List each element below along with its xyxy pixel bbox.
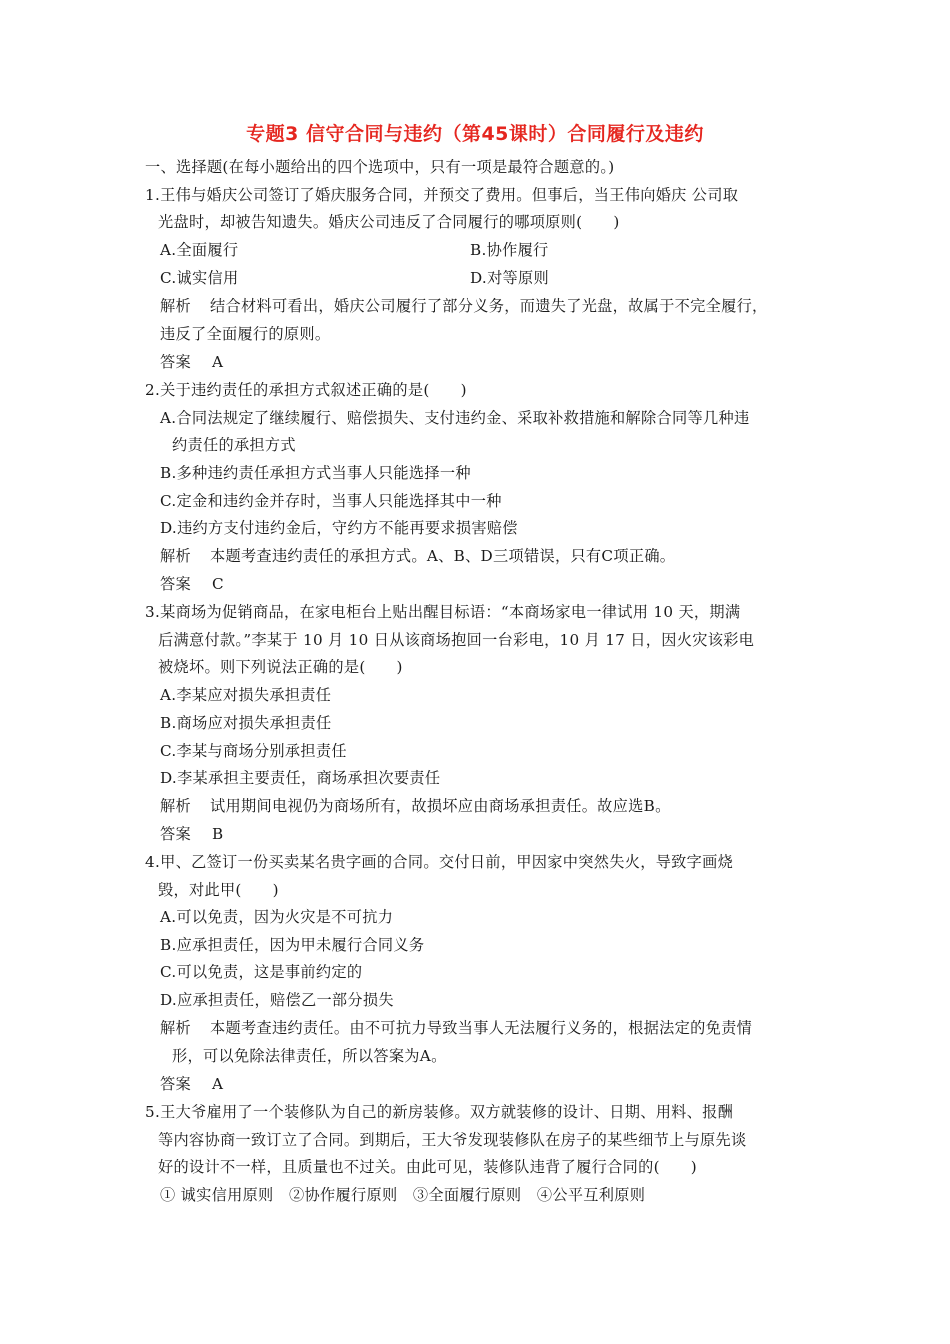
q1-answer	[160, 348, 223, 376]
page-title: 专题3 信守合同与违约（第45课时）合同履行及违约	[246, 123, 704, 145]
q4-answer-value: A	[212, 1075, 224, 1093]
q4-analysis	[160, 1014, 752, 1042]
analysis-label: 解析	[160, 797, 191, 815]
q2-option-d: D.违约方支付违约金后，守约方不能再要求损害赔偿	[160, 519, 518, 537]
q3-analysis	[160, 792, 671, 820]
q1-option-a: A.全面履行	[160, 241, 239, 259]
q4-stem-line2: 毁，对此甲( )	[158, 881, 279, 899]
q5-choices: ① 诚实信用原则 ②协作履行原则 ③全面履行原则 ④公平互利原则	[160, 1186, 646, 1204]
q1-stem-line2: 光盘时，却被告知遗失。婚庆公司违反了合同履行的哪项原则( )	[158, 213, 620, 231]
q2-stem: 2.关于违约责任的承担方式叙述正确的是( )	[145, 381, 467, 399]
q3-stem-line1: 3.某商场为促销商品，在家电柜台上贴出醒目标语：“本商场家电一律试用 10 天，期满	[145, 603, 741, 621]
q2-analysis-text: 本题考查违约责任的承担方式。A、B、D三项错误，只有C项正确。	[210, 547, 676, 565]
q4-option-c: C.可以免责，这是事前约定的	[160, 963, 363, 981]
q1-option-d: D.对等原则	[470, 269, 550, 287]
answer-label: 答案	[160, 353, 191, 371]
q2-answer-value: C	[212, 575, 224, 593]
q2-analysis	[160, 542, 675, 570]
q5-stem-line3: 好的设计不一样，且质量也不过关。由此可见，装修队违背了履行合同的( )	[158, 1158, 698, 1176]
answer-label: 答案	[160, 825, 191, 843]
q4-analysis-line2: 形，可以免除法律责任，所以答案为A。	[172, 1047, 447, 1065]
q5-stem-line2: 等内容协商一致订立了合同。到期后，王大爷发现装修队在房子的某些细节上与原先谈	[158, 1131, 747, 1149]
analysis-label: 解析	[160, 547, 191, 565]
q5-stem-line1: 5.王大爷雇用了一个装修队为自己的新房装修。双方就装修的设计、日期、用料、报酬	[145, 1103, 734, 1121]
answer-label: 答案	[160, 1075, 191, 1093]
q3-stem-line3: 被烧坏。则下列说法正确的是( )	[158, 658, 403, 676]
q3-analysis-text: 试用期间电视仍为商场所有，故损坏应由商场承担责任。故应选B。	[210, 797, 671, 815]
q4-analysis-text: 本题考查违约责任。由不可抗力导致当事人无法履行义务的，根据法定的免责情	[210, 1019, 753, 1037]
q3-option-d: D.李某承担主要责任，商场承担次要责任	[160, 769, 441, 787]
q2-option-a-line1: A.合同法规定了继续履行、赔偿损失、支付违约金、采取补救措施和解除合同等几种违	[160, 409, 750, 427]
q4-option-b: B.应承担责任，因为甲未履行合同义务	[160, 936, 425, 954]
analysis-label: 解析	[160, 297, 191, 315]
q4-stem-line1: 4.甲、乙签订一份买卖某名贵字画的合同。交付日前，甲因家中突然失火，导致字画烧	[145, 853, 734, 871]
q1-answer-value: A	[212, 353, 224, 371]
q1-analysis-text: 结合材料可看出，婚庆公司履行了部分义务，而遗失了光盘，故属于不完全履行，	[210, 297, 768, 315]
q1-option-b: B.协作履行	[470, 241, 549, 259]
q2-option-c: C.定金和违约金并存时，当事人只能选择其中一种	[160, 492, 502, 510]
q4-answer	[160, 1070, 223, 1098]
q1-option-c: C.诚实信用	[160, 269, 239, 287]
analysis-label: 解析	[160, 1019, 191, 1037]
q4-option-d: D.应承担责任，赔偿乙一部分损失	[160, 991, 394, 1009]
q1-analysis-line2: 违反了全面履行的原则。	[160, 325, 331, 343]
q1-stem-line1: 1.王伟与婚庆公司签订了婚庆服务合同，并预交了费用。但事后，当王伟向婚庆 公司取	[145, 186, 739, 204]
q2-option-b: B.多种违约责任承担方式当事人只能选择一种	[160, 464, 471, 482]
q1-analysis	[160, 292, 768, 320]
answer-label: 答案	[160, 575, 191, 593]
q2-answer	[160, 570, 224, 598]
q3-option-c: C.李某与商场分别承担责任	[160, 742, 347, 760]
q3-stem-line2: 后满意付款。”李某于 10 月 10 日从该商场抱回一台彩电，10 月 17 日，因火灾该彩电	[158, 631, 755, 649]
section-heading: 一、选择题(在每小题给出的四个选项中，只有一项是最符合题意的。)	[145, 158, 615, 176]
q2-option-a-line2: 约责任的承担方式	[172, 436, 296, 454]
q4-option-a: A.可以免责，因为火灾是不可抗力	[160, 908, 394, 926]
q3-option-a: A.李某应对损失承担责任	[160, 686, 332, 704]
q3-option-b: B.商场应对损失承担责任	[160, 714, 332, 732]
q3-answer-value: B	[212, 825, 224, 843]
q3-answer	[160, 820, 223, 848]
